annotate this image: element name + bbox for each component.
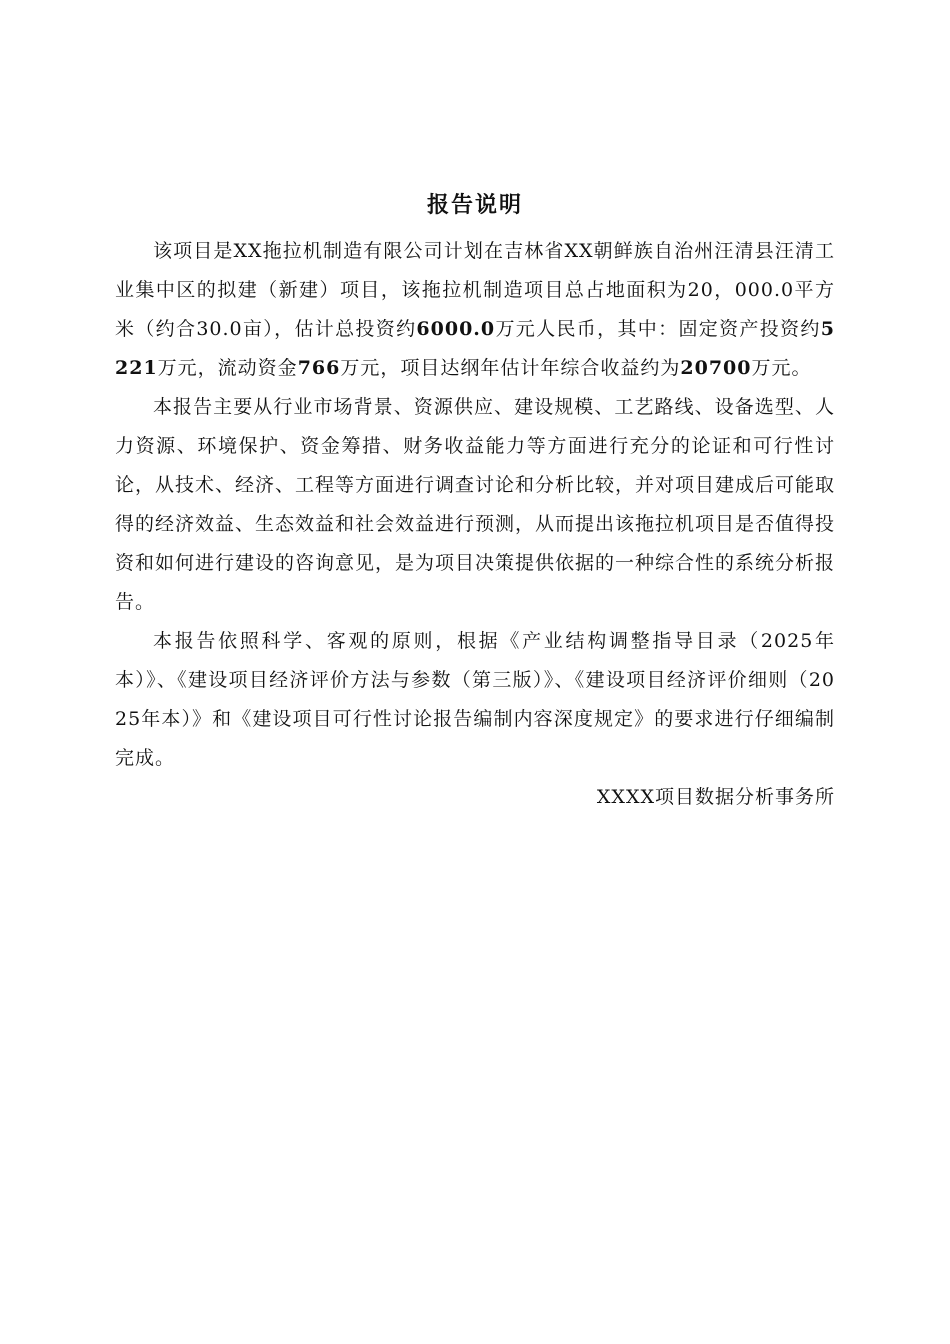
paragraph-project-summary: [115, 232, 835, 388]
report-title: 报告说明: [426, 192, 523, 218]
annual-revenue-value: 20700: [680, 357, 752, 379]
report-body: [115, 188, 835, 817]
working-capital-value: 766: [297, 357, 341, 379]
total-investment-value: 6000.0: [416, 318, 496, 340]
summary-text-5: 万元。: [751, 357, 812, 379]
fixed-investment-value: 5221: [115, 318, 835, 379]
paragraph-report-scope: 本报告主要从行业市场背景、资源供应、建设规模、工艺路线、设备选型、人力资源、环境保护、资金筹措、财务收益能力等方面进行充分的论证和可行性讨论，从技术、经济、工程等方面进行调查讨论和分析比较，并对项目建成后可能取得的经济效益、生态效益和社会效益进行预测，从而提出该拖拉机项目是否值得投资和如何进行建设的咨询意见，是为项目决策提供依据的一种综合性的系统分析报告。: [115, 396, 836, 613]
summary-text-4: 万元，项目达纲年估计年综合收益约为: [340, 357, 681, 379]
summary-text-3: 万元，流动资金: [157, 357, 298, 379]
paragraph-report-basis: 本报告依照科学、客观的原则，根据《产业结构调整指导目录（2025年本）》、《建设项目经济评价方法与参数（第三版）》、《建设项目经济评价细则（2025年本）》和《建设项目可行性讨论报告编制内容深度规定》的要求进行仔细编制完成。: [115, 630, 835, 769]
summary-text-2: 万元人民币，其中：固定资产投资约: [495, 318, 821, 340]
report-signature: XXXX项目数据分析事务所: [596, 786, 835, 808]
summary-text-1: 该项目是XX拖拉机制造有限公司计划在吉林省XX朝鲜族自治州汪清县汪清工业集中区的拟建（新建）项目，该拖拉机制造项目总占地面积为20，000.0平方米（约合30.0亩），估计总投资约: [115, 240, 835, 340]
